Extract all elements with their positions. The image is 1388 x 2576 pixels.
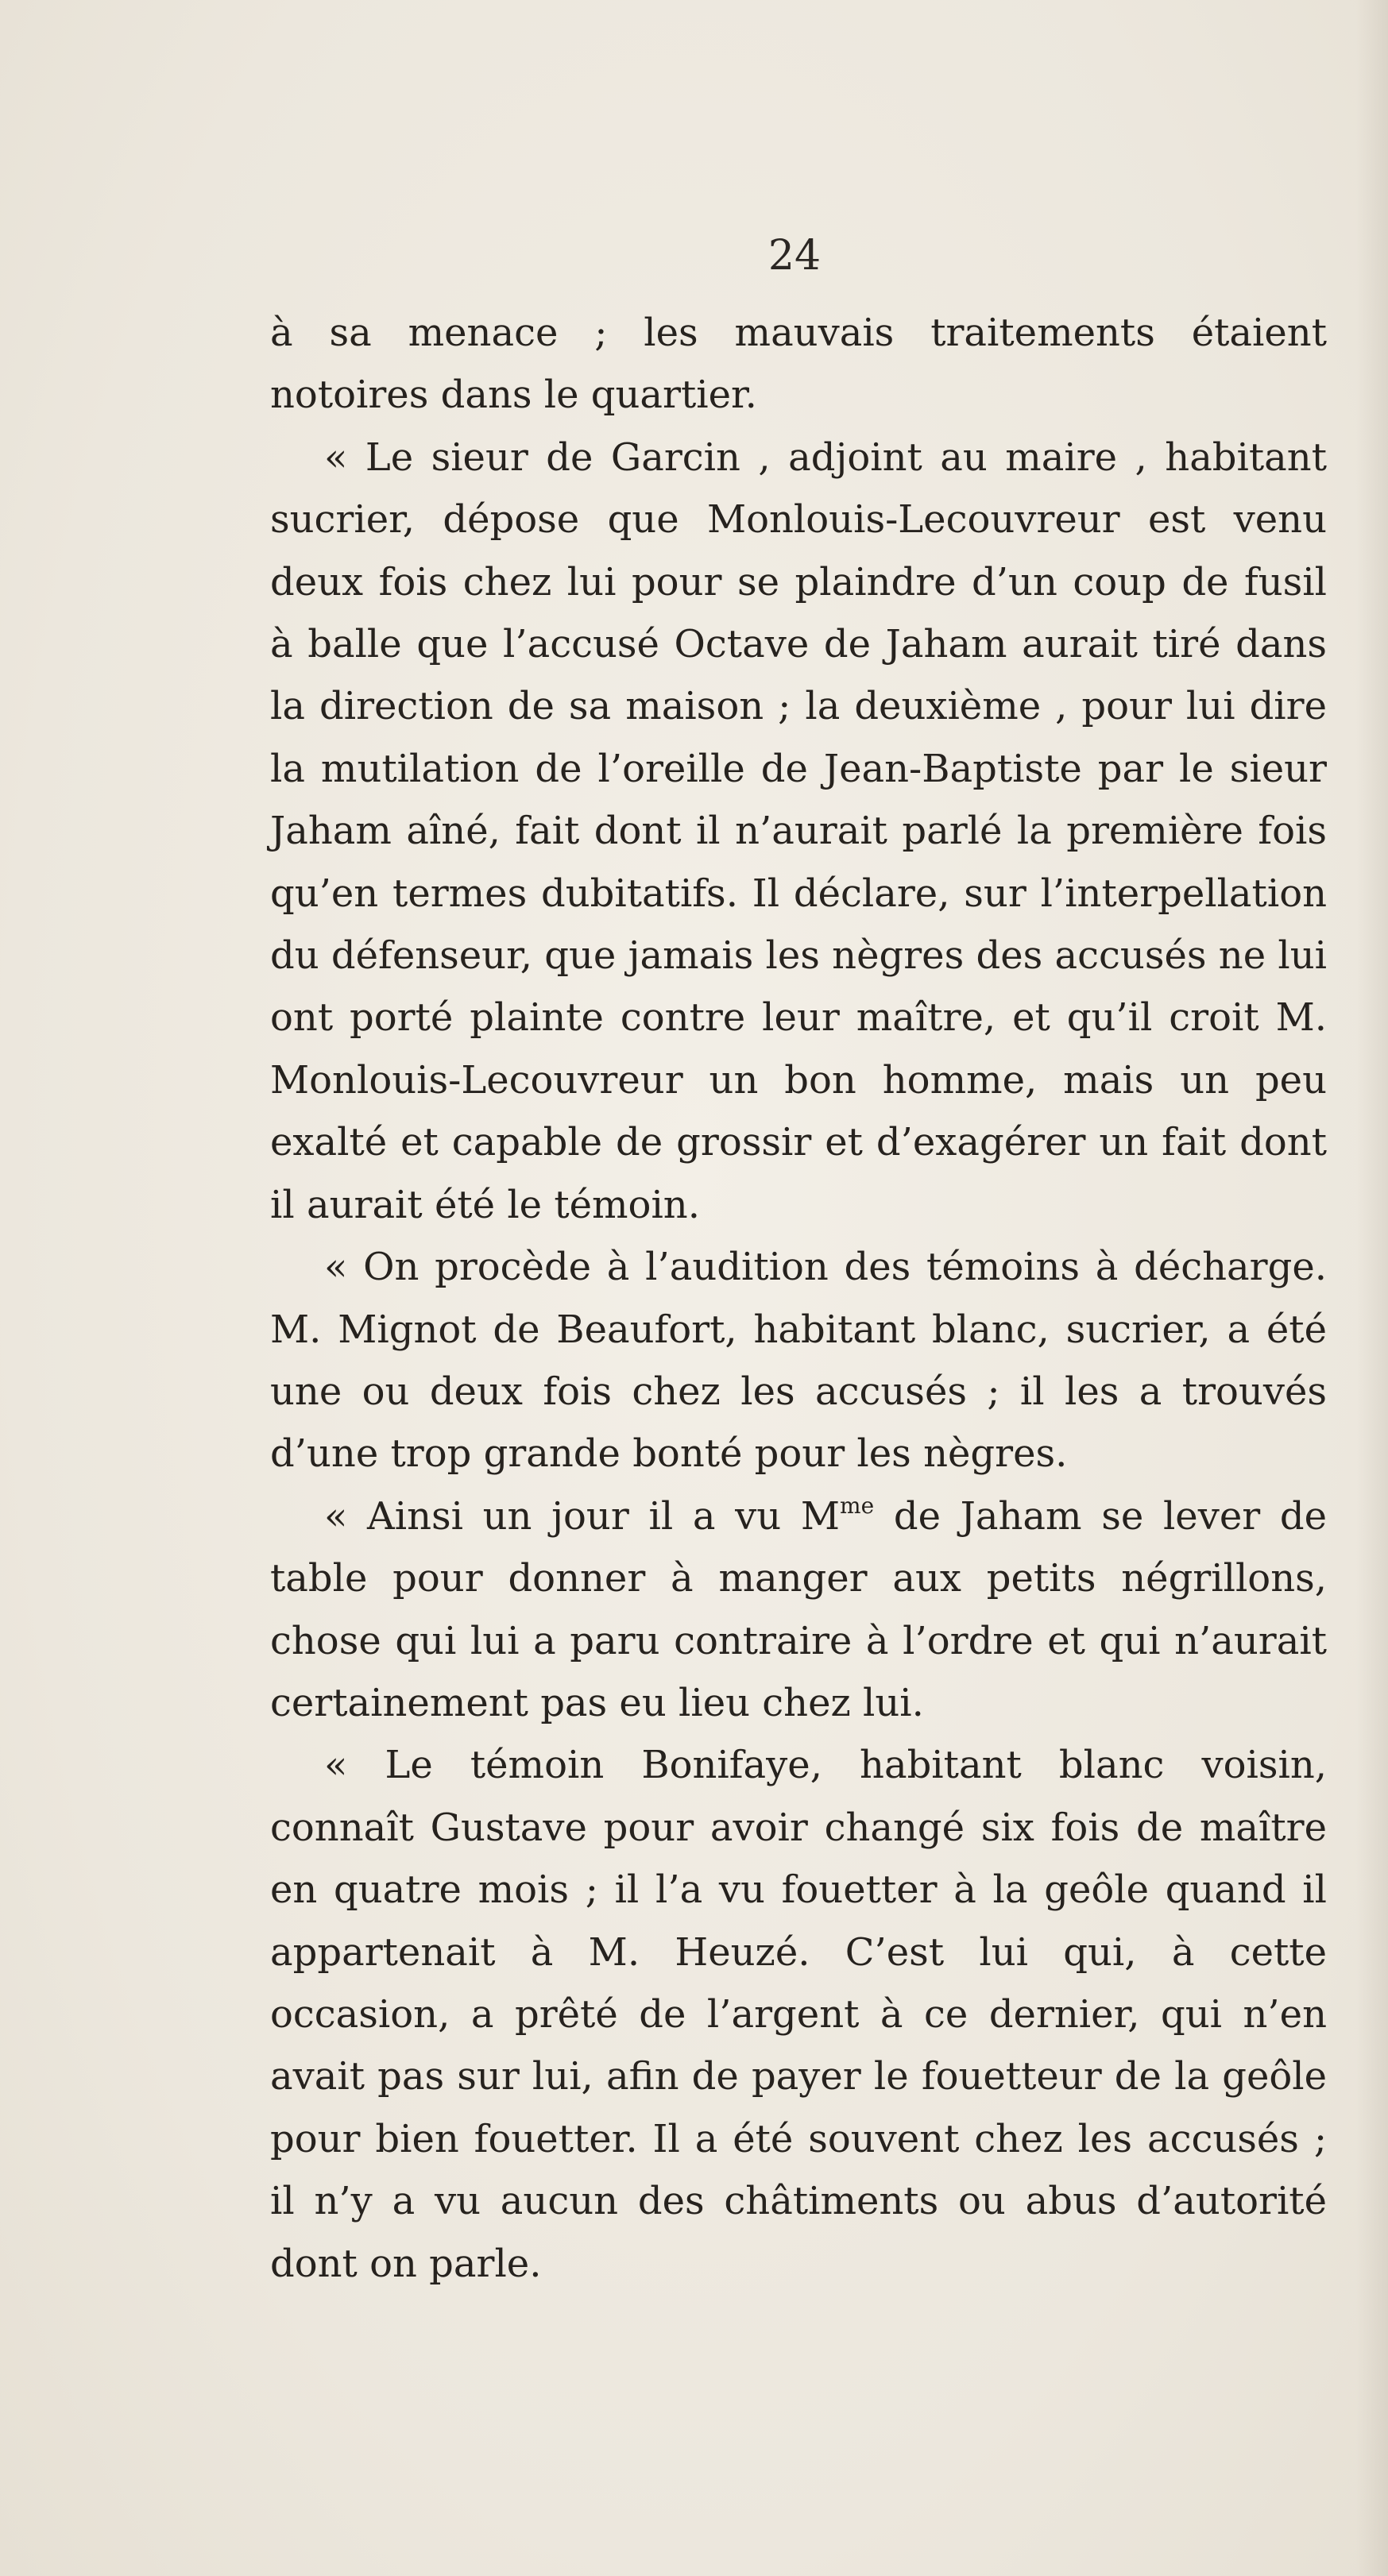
paragraph-4-end: de Jaham se lever de table pour donner à manger aux petits négrillons, chose qui lui a paru contraire à l’ordre et qui n’aurait certainement pas eu lieu chez lui. [270, 1493, 1327, 1725]
paragraph-2: « Le sieur de Garcin , adjoint au maire , habitant sucrier, dépose que Monlouis-Lecouvreur est venu deux fois chez lui pour se plaindre d’un coup de fusil à balle que l’accusé Octave de Jaham aurait tiré dans la direction de sa maison ; la deuxième , pour lui dire la mutilation de l’oreille de Jean-Baptiste par le sieur Jaham aîné, fait dont il n’aurait parlé la première fois qu’en termes dubitatifs. Il déclare, sur l’interpellation du défenseur, que jamais les nègres des accusés ne lui ont porté plainte contre leur maître, et qu’il croit M. Monlouis-Lecouvreur un bon homme, mais un peu exalté et capable de grossir et d’exagérer un fait dont il aurait été le témoin. [270, 434, 1327, 1227]
body-text [270, 302, 1327, 2295]
paragraph-4-superscript: me [840, 1492, 875, 1519]
paragraph-4 [270, 1485, 1327, 1735]
paragraph-4-start: « Ainsi un jour il a vu M [324, 1493, 841, 1539]
page-spine-shadow [1356, 0, 1388, 2576]
paragraph-5: « Le témoin Bonifaye, habitant blanc voisin, connaît Gustave pour avoir changé six fois de maître en quatre mois ; il l’a vu fouetter à la geôle quand il appartenait à M. Heuzé. C’est lui qui, à cette occasion, a prêté de l’argent à ce dernier, qui n’en avait pas sur lui, afin de payer le fouetteur de la geôle pour bien fouetter. Il a été souvent chez les accusés ; il n’y a vu aucun des châtiments ou abus d’autorité dont on parle. [270, 1743, 1327, 2286]
paragraph-1: à sa menace ; les mauvais traitements étaient notoires dans le quartier. [270, 311, 1327, 418]
page-number: 24 [767, 232, 822, 280]
paragraph-3: « On procède à l’audition des témoins à décharge. M. Mignot de Beaufort, habitant blanc, sucrier, a été une ou deux fois chez les accusés ; il les a trouvés d’une trop grande bonté pour les nègres. [270, 1245, 1327, 1477]
